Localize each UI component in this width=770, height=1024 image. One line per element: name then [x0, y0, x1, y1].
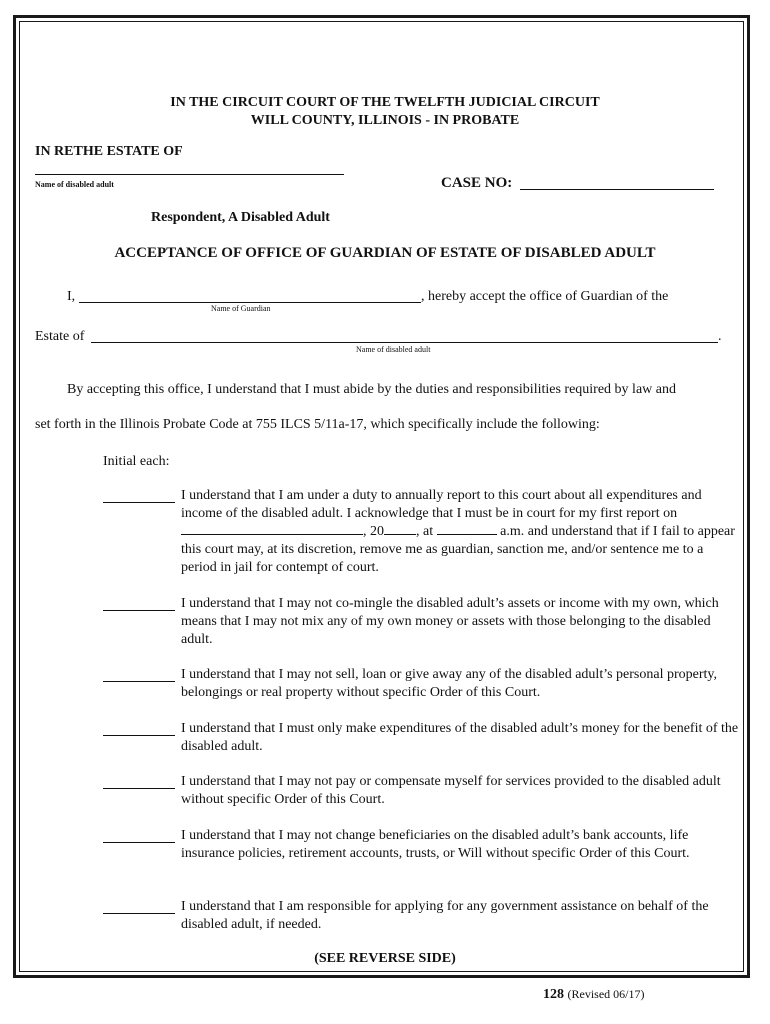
first-report-time-field[interactable] — [437, 533, 497, 535]
guardian-suffix: , hereby accept the office of Guardian of the — [421, 289, 669, 304]
initial-field-3[interactable] — [103, 681, 175, 682]
form-title: ACCEPTANCE OF OFFICE OF GUARDIAN OF ESTATE OF DISABLED ADULT — [114, 245, 656, 261]
disabled-adult-name-field[interactable] — [35, 174, 344, 175]
form-footer — [543, 987, 645, 1003]
case-no-field[interactable] — [520, 189, 714, 190]
case-no-label: CASE NO: — [441, 175, 513, 191]
duty-item-3: I understand that I may not sell, loan or give away any of the disabled adult’s personal property, belongings or real property without specific Order of this Court. — [181, 667, 717, 700]
respondent-label: Respondent, A Disabled Adult — [151, 210, 330, 225]
duty-item-6: I understand that I may not change beneficiaries on the disabled adult’s bank accounts, life insurance policies, retirement accounts, trusts, or Will without specific Order of this Court. — [181, 828, 690, 861]
duty-item-7: I understand that I am responsible for applying for any government assistance on behalf of the disabled adult, if needed. — [181, 899, 709, 932]
paragraph-line-1: By accepting this office, I understand that I must abide by the duties and responsibilities required by law and — [67, 382, 676, 397]
duty-item-1-part2: , 20 — [363, 524, 384, 539]
paragraph-line-2: set forth in the Illinois Probate Code at 755 ILCS 5/11a-17, which specifically include the following: — [35, 417, 600, 432]
duty-item-1-part4: a.m. and understand that if I fail to appear this court may, at its discretion, remove me as guardian, sanction me, and/or sentence me to a period in jail for contempt of court. — [181, 524, 735, 575]
estate-suffix: . — [718, 329, 722, 344]
duty-item-2: I understand that I may not co-mingle the disabled adult’s assets or income with my own, which means that I may not mix any of my own money or assets with those belonging to the disabled adult. — [181, 596, 719, 647]
duty-item-5: I understand that I may not pay or compensate myself for services provided to the disabled adult without specific Order of this Court. — [181, 774, 721, 807]
first-report-date-field[interactable] — [181, 533, 363, 535]
guardian-caption: Name of Guardian — [211, 304, 271, 313]
revision-date: (Revised 06/17) — [567, 987, 645, 1001]
court-name: IN THE CIRCUIT COURT OF THE TWELFTH JUDICIAL CIRCUIT — [170, 95, 600, 110]
duty-item-1-part1: I understand that I am under a duty to annually report to this court about all expenditures and income of the disabled adult. I acknowledge that I must be in court for my first report on — [181, 488, 702, 521]
duty-item-1 — [181, 487, 741, 577]
court-county: WILL COUNTY, ILLINOIS - IN PROBATE — [250, 113, 520, 128]
initial-field-5[interactable] — [103, 788, 175, 789]
initial-field-7[interactable] — [103, 913, 175, 914]
initial-field-4[interactable] — [103, 735, 175, 736]
initial-field-2[interactable] — [103, 610, 175, 611]
estate-prefix: Estate of — [35, 329, 85, 344]
disabled-adult-caption: Name of disabled adult — [35, 180, 114, 189]
duty-item-4: I understand that I must only make expenditures of the disabled adult’s money for the benefit of the disabled adult. — [181, 721, 739, 754]
estate-heading: IN RETHE ESTATE OF — [35, 144, 183, 159]
duty-item-1-part3: , at — [416, 524, 434, 539]
see-reverse-note: (SEE REVERSE SIDE) — [314, 951, 456, 966]
initial-each-label: Initial each: — [103, 454, 170, 469]
guardian-name-field[interactable] — [79, 302, 421, 303]
estate-caption: Name of disabled adult — [356, 345, 431, 354]
form-number: 128 — [543, 987, 564, 1002]
first-report-year-field[interactable] — [384, 533, 416, 535]
guardian-prefix: I, — [67, 289, 76, 304]
estate-name-field[interactable] — [91, 342, 718, 343]
initial-field-6[interactable] — [103, 842, 175, 843]
initial-field-1[interactable] — [103, 502, 175, 503]
